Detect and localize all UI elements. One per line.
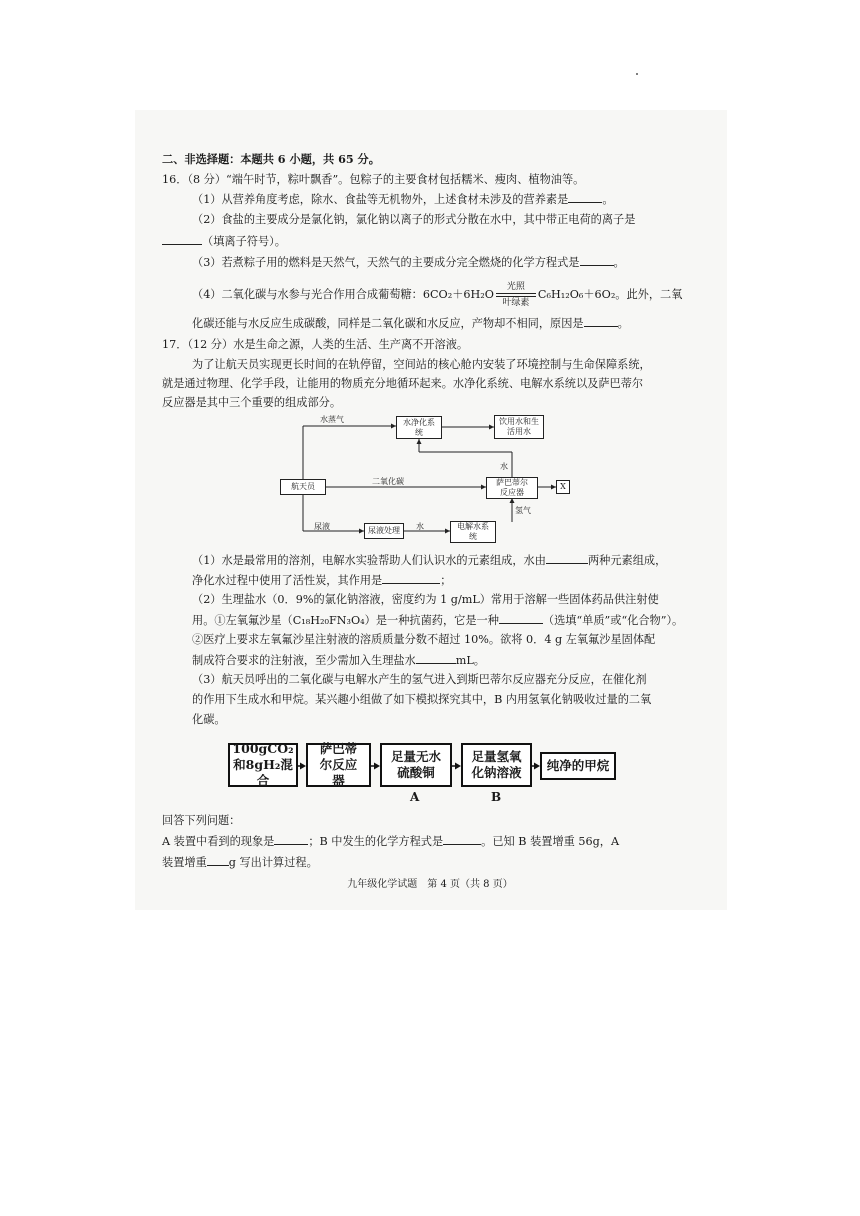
flow-astronaut: 航天员: [280, 479, 326, 495]
q16-part3: （3）若煮粽子用的燃料是天然气，天然气的主要成分完全燃烧的化学方程式是 。: [192, 256, 625, 269]
q17-part2: （2）生理盐水（0．9%的氯化钠溶液，密度约为 1 g/mL）常用于溶解一些固体药品供注射使: [192, 593, 659, 606]
apparatus-pure-methane: 纯净的甲烷: [540, 752, 616, 780]
flow-water-purification: 水净化系统: [396, 416, 442, 439]
apparatus-b-naoh-solution: 足量氢氧化钠溶液: [461, 743, 532, 787]
q16-stem: 16．（8 分）“端午时节，粽叶飘香”。包粽子的主要食材包括糯米、瘦肉、植物油等。: [162, 173, 585, 186]
q17-intro-1: 为了让航天员实现更长时间的在轨停留，空间站的核心舱内安装了环境控制与生命保障系统，: [192, 358, 651, 371]
q16-part4-cont: 化碳还能与水反应生成碳酸，同样是二氧化碳和水反应，产物却不相同，原因是 。: [192, 317, 629, 330]
flow-urine-processing: 尿液处理: [364, 523, 404, 539]
apparatus-sabatier-reactor: 萨巴蒂尔反应器: [306, 743, 371, 787]
q17-answer-line1: A 装置中看到的现象是 ；B 中发生的化学方程式是 。已知 B 装置增重 56g，A: [162, 835, 620, 848]
q17-part1: （1）水是最常用的溶剂，电解水实验帮助人们认识水的元素组成，水由 两种元素组成，: [192, 554, 667, 567]
label-water-vapor: 水蒸气: [320, 415, 344, 424]
q16-part2-cont: （填离子符号）。: [162, 233, 286, 249]
label-water-to-purifier: 水: [500, 462, 508, 471]
q17-part2-b: 用。①左氧氟沙星（C₁₈H₂₀FN₃O₄）是一种抗菌药，它是一种 （选填“单质”或“化合物”）。: [192, 614, 684, 627]
q17-part3: （3）航天员呼出的二氧化碳与电解水产生的氢气进入到斯巴蒂尔反应器充分反应，在催化剂: [192, 673, 647, 686]
q17-stem: 17．（12 分）水是生命之源，人类的生活、生产离不开溶液。: [162, 338, 469, 351]
label-hydrogen: 氢气: [515, 506, 531, 515]
apparatus-a-copper-sulfate: 足量无水硫酸铜: [380, 743, 452, 787]
label-co2: 二氧化碳: [372, 477, 404, 486]
q17-part3-c: 化碳。: [192, 713, 226, 726]
q17-part2-e: 制成符合要求的注射液，至少需加入生理盐水 mL。: [192, 654, 485, 667]
flow-x-product: X: [556, 480, 570, 494]
q17-answer-line2: 装置增重 g 写出计算过程。: [162, 856, 318, 869]
flow-electrolysis: 电解水系统: [450, 521, 496, 543]
q17-intro-2: 就是通过物理、化学手段，让能用的物质充分地循环起来。水净化系统、电解水系统以及萨巴蒂尔: [162, 377, 644, 390]
apparatus-label-a: A: [410, 790, 420, 804]
q16-part4: （4）二氧化碳与水参与光合作用合成葡萄糖：6CO₂＋6H₂O光照 叶绿素C₆H₁₂O₆＋6O₂。此外，二氧: [192, 282, 683, 308]
page-footer: 九年级化学试题 第 4 页（共 8 页）: [347, 879, 513, 890]
flow-drinking-water: 饮用水和生活用水: [494, 415, 544, 439]
q17-part3-b: 的作用下生成水和甲烷。某兴趣小组做了如下模拟探究其中，B 内用氢氧化钠吸收过量的二氧: [192, 693, 652, 706]
q16-part2: （2）食盐的主要成分是氯化钠，氯化钠以离子的形式分散在水中，其中带正电荷的离子是: [192, 213, 636, 226]
q17-intro-3: 反应器是其中三个重要的组成部分。: [162, 396, 342, 409]
answer-blank[interactable]: [207, 854, 229, 866]
label-water-to-electrolysis: 水: [416, 522, 424, 531]
answer-intro: 回答下列问题：: [162, 814, 241, 827]
apparatus-gas-mixture: 100gCO₂和8gH₂混合: [228, 743, 298, 787]
answer-blank[interactable]: [443, 833, 481, 845]
flow-sabatier-reactor: 萨巴蒂尔反应器: [486, 477, 538, 499]
apparatus-label-b: B: [491, 790, 502, 804]
reaction-condition: 光照 叶绿素: [496, 282, 536, 308]
q16-part1: （1）从营养角度考虑，除水、食盐等无机物外，上述食材未涉及的营养素是 。: [192, 193, 614, 206]
answer-blank[interactable]: [274, 833, 308, 845]
label-urine: 尿液: [314, 522, 330, 531]
section-header: 二、非选择题：本题共 6 小题，共 65 分。: [162, 152, 380, 166]
q17-part1-cont: 净化水过程中使用了活性炭，其作用是 ；: [192, 574, 452, 587]
q17-part2-d: ②医疗上要求左氧氟沙星注射液的溶质质量分数不超过 10%。欲将 0．4 g 左氧氟沙星固体配: [192, 633, 656, 646]
